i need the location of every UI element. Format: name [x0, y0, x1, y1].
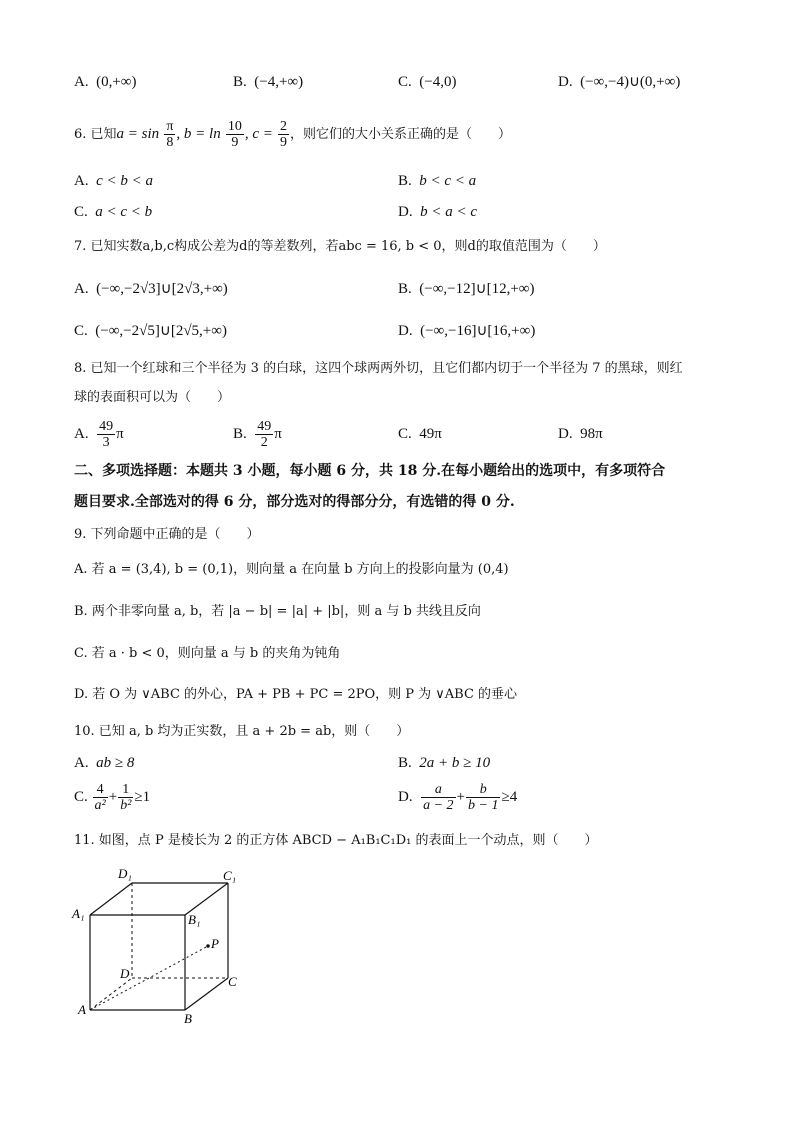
q9-option-c: C. 若 a · b < 0，则向量 a 与 b 的夹角为钝角 [74, 646, 341, 661]
q7-option-d: D. (−∞,−16]∪[16,+∞) [398, 323, 536, 339]
q10-stem: 10. 已知 a, b 均为正实数，且 a + 2b = ab，则（ ） [74, 724, 410, 739]
q9-option-a: A. 若 a = (3,4), b = (0,1)，则向量 a 在向量 b 方向上的投影向量为 (0,4) [74, 562, 509, 577]
q11-stem: 11. 如图，点 P 是棱长为 2 的正方体 ABCD − A₁B₁C₁D₁ 的表面上一个动点，则（ ） [74, 833, 598, 848]
q7-option-b: B. (−∞,−12]∪[12,+∞) [398, 281, 535, 297]
q8-option-d: D. 98π [558, 426, 603, 442]
label-d1: D₁ [118, 866, 132, 881]
section2-heading-line1: 二、多项选择题：本题共 3 小题，每小题 6 分，共 18 分.在每小题给出的选项中，有多项符合 [74, 463, 666, 479]
q7-stem: 7. 已知实数a,b,c构成公差为d的等差数列，若abc = 16, b < 0，则d的取值范围为（ ） [74, 239, 606, 254]
q6-option-d: D. b < a < c [398, 204, 477, 220]
q8-option-c: C. 49π [398, 426, 442, 442]
q6-option-b: B. b < c < a [398, 173, 477, 189]
q6-frac-2-9: $\frac{2}{9}$ [280, 119, 288, 150]
edge-b-c [185, 978, 228, 1010]
label-b1: B₁ [188, 912, 201, 927]
q10-option-d: D. $\frac{a}{a - 2}$ + $\frac{b}{b - 1}$ ≥4 [398, 782, 518, 814]
q5-option-b: B. (−4,+∞) [233, 74, 304, 90]
q9-stem: 9. 下列命题中正确的是（ ） [74, 527, 260, 542]
q8-stem-line1: 8. 已知一个红球和三个半径为 3 的白球，这四个球两两外切，且它们都内切于一个半径为 7 的黑球，则红 [74, 361, 683, 376]
q5-option-c: C. (−4,0) [398, 74, 457, 90]
q6-option-a: A. c < b < a [74, 173, 153, 189]
label-c1: C₁ [223, 868, 237, 883]
segment-a-p [90, 946, 208, 1010]
q10-option-c: C. $\frac{4}{\text{a²}}$ + $\frac{1}{\text{b²}}$ ≥1 [74, 782, 151, 814]
q8-option-b: B. $\frac{49}{2}$ π [233, 419, 282, 451]
q8-option-a: A. $\frac{49}{3}$ π [74, 419, 124, 451]
q9-option-b: B. 两个非零向量 a, b，若 |a − b| = |a| + |b|，则 a 与 b 共线且反向 [74, 604, 481, 619]
q6-stem: 6. 已知a = sin $\frac{\pi}{8}$ , b = ln $\frac{10}{9}$ , c = $\frac{2}{9}$ ，则它们的大小关系正确的是（ ） [74, 119, 512, 150]
q7-option-c: C. (−∞,−2√5]∪[2√5,+∞) [74, 323, 227, 339]
label-c: C [228, 974, 237, 989]
point-p [206, 944, 210, 948]
edge-a-d [90, 978, 132, 1010]
q5-option-d: D. (−∞,−4)∪(0,+∞) [558, 74, 681, 90]
label-p: P [211, 936, 219, 951]
label-a: A [78, 1002, 86, 1017]
q8-stem-line2: 球的表面积可以为（ ） [74, 390, 231, 405]
label-a1: A₁ [72, 906, 85, 921]
q10-option-b: B. 2a + b ≥ 10 [398, 755, 491, 771]
cube-figure [70, 860, 260, 1030]
q10-option-a: A. ab ≥ 8 [74, 755, 135, 771]
q9-option-d: D. 若 O 为 ∨ABC 的外心，PA + PB + PC = 2PO，则 P 为 ∨ABC 的垂心 [74, 687, 518, 702]
q7-option-a: A. (−∞,−2√3]∪[2√3,+∞) [74, 281, 228, 297]
label-d: D [120, 966, 130, 981]
q6-frac-10-9: $\frac{10}{9}$ [227, 119, 242, 150]
edge-a1-d1 [90, 883, 132, 915]
label-b: B [184, 1011, 192, 1026]
edge-b1-c1 [185, 883, 228, 915]
q6-frac-pi-8: $\frac{\pi}{8}$ [166, 119, 174, 150]
q6-option-c: C. a < c < b [74, 204, 153, 220]
section2-heading-line2: 题目要求.全部选对的得 6 分，部分选对的得部分分，有选错的得 0 分. [74, 494, 515, 510]
q5-option-a: A. (0,+∞) [74, 74, 137, 90]
